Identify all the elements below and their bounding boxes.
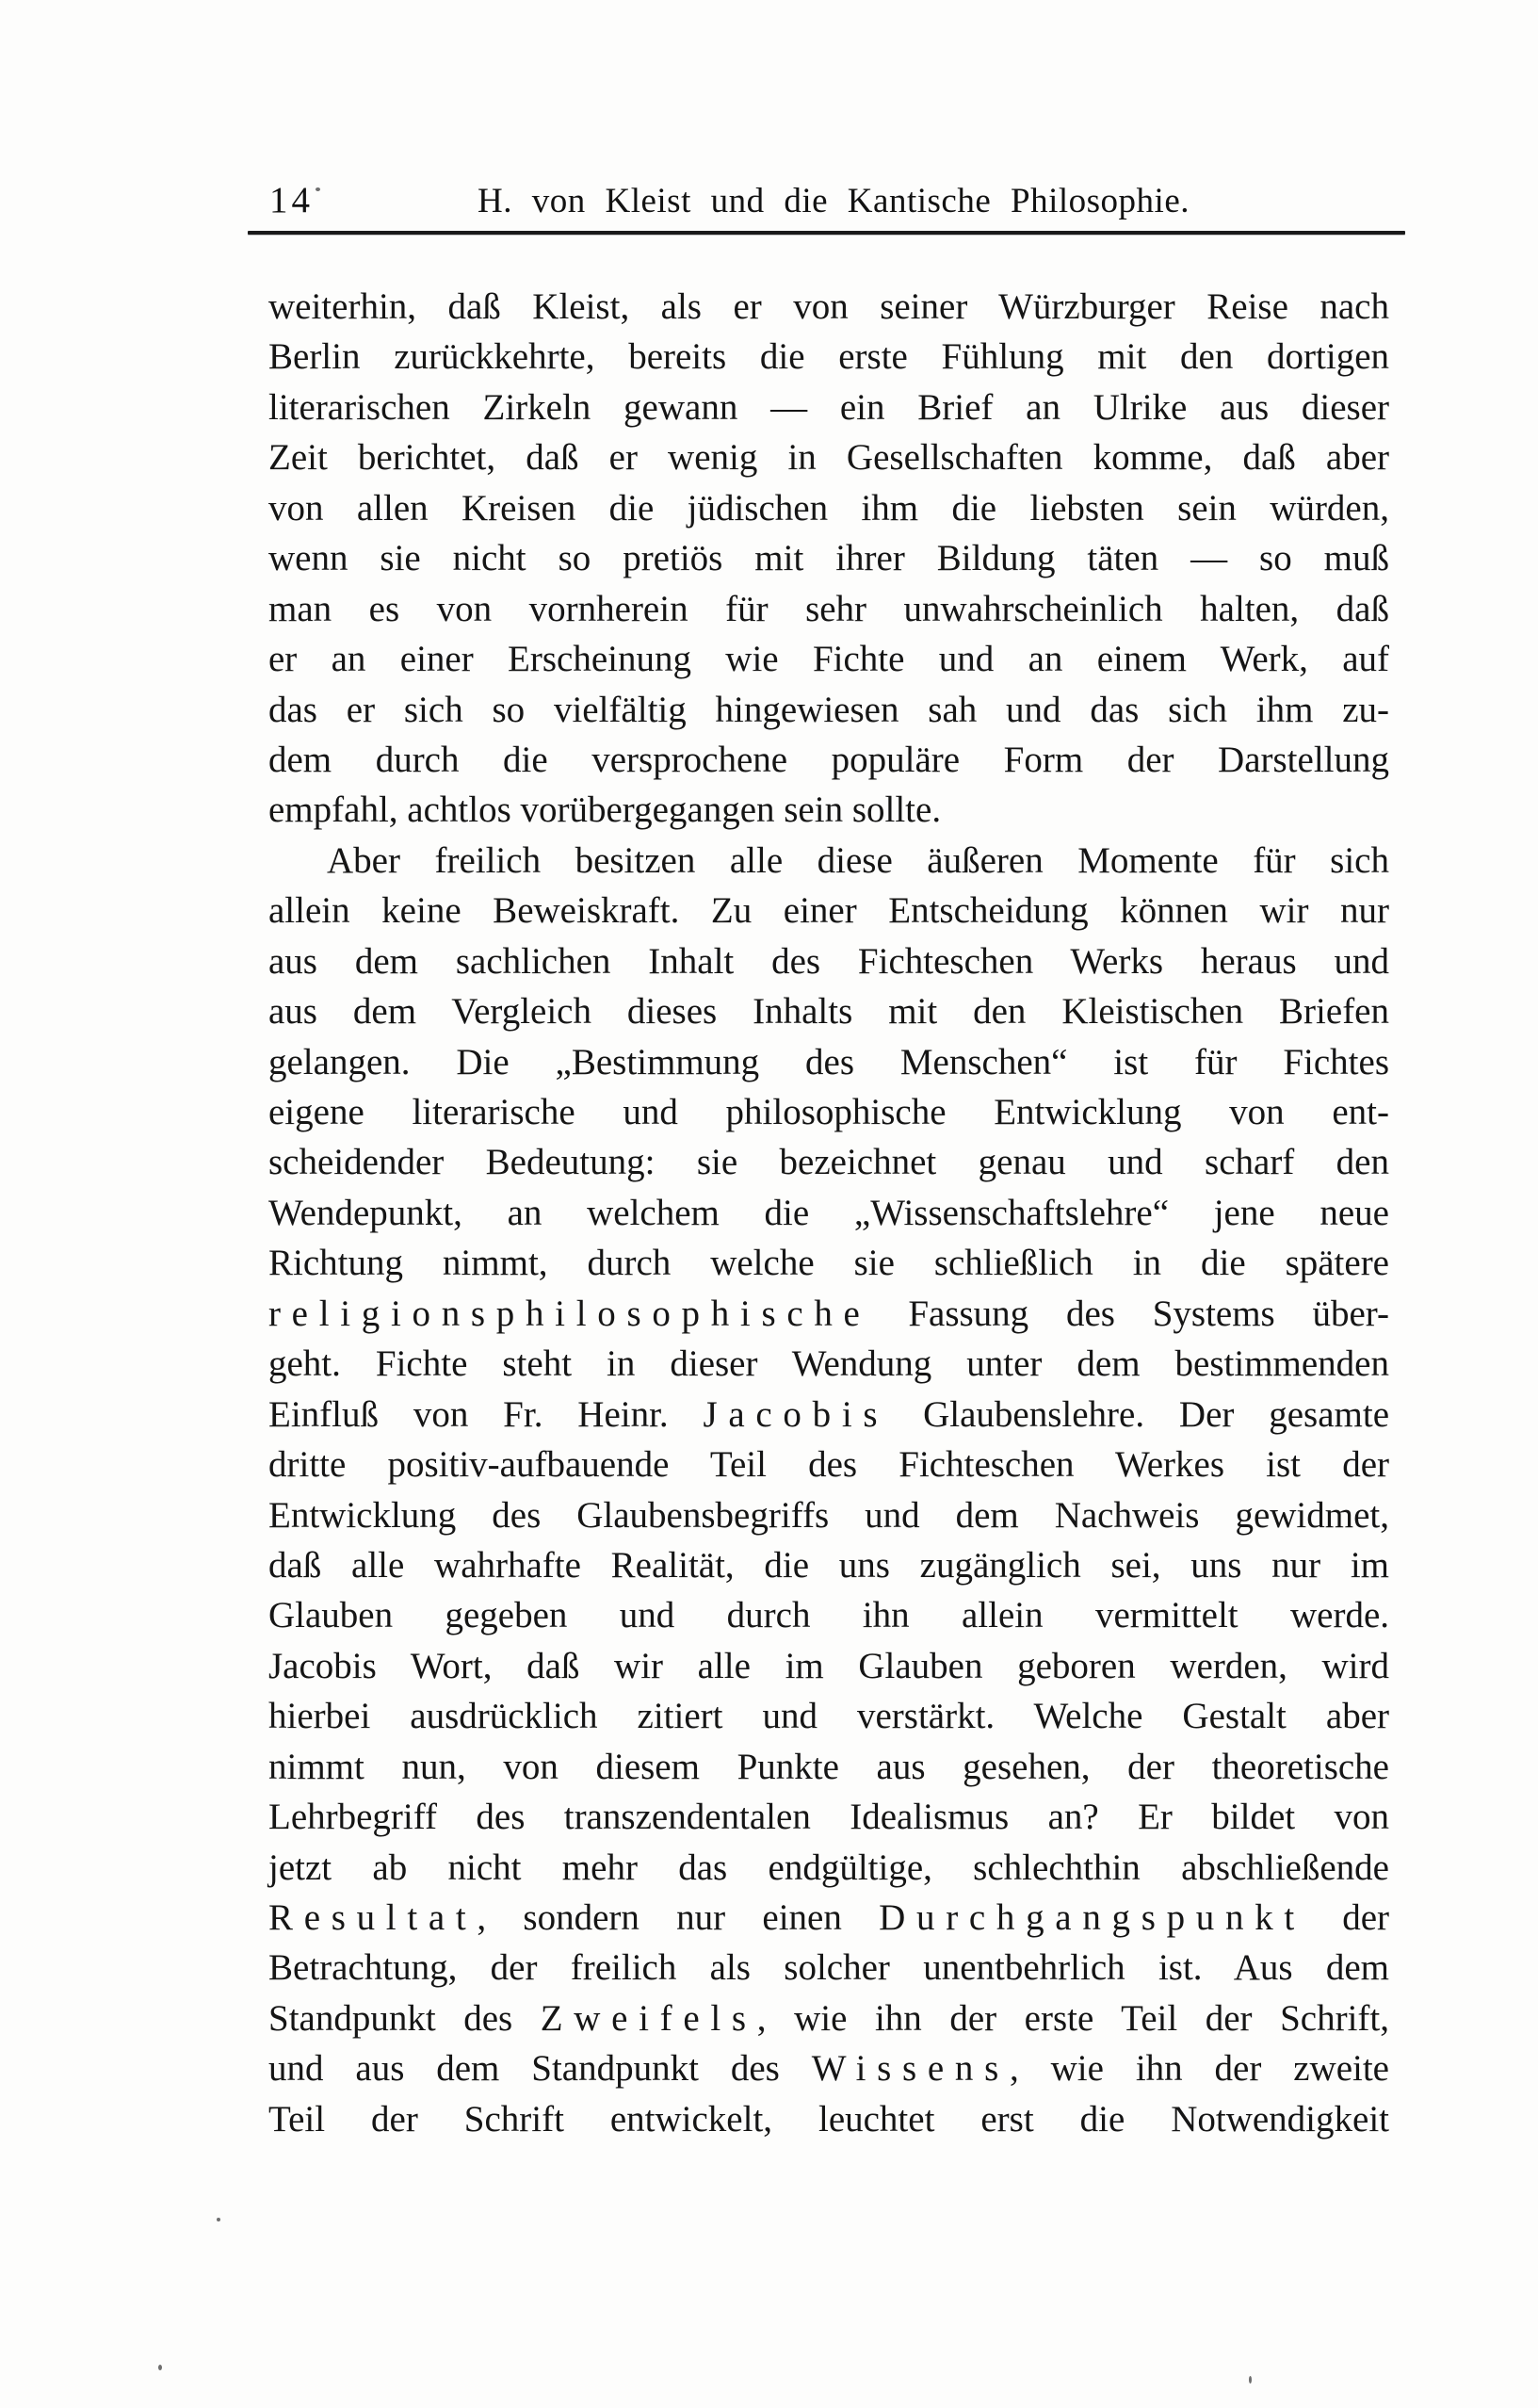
- text-line: [268, 1390, 1389, 1440]
- text-segment: Lehrbegriff des transzendentalen Idealismus an? Er bildet von: [268, 1797, 1389, 1838]
- text-segment: dritte positiv-aufbauende Teil des Fichteschen Werkes ist der: [268, 1444, 1389, 1486]
- text-segment: von allen Kreisen die jüdischen ihm die liebsten sein würden,: [268, 487, 1389, 529]
- text-segment: Betrachtung, der freilich als solcher unentbehrlich ist. Aus dem: [268, 1947, 1389, 1989]
- text-line: [268, 1087, 1389, 1137]
- text-line: [268, 332, 1389, 382]
- text-segment: Berlin zurückkehrte, bereits die erste Fühlung mit den dortigen: [268, 336, 1389, 378]
- text-segment: , wie ihn der zweite: [1010, 2048, 1389, 2090]
- text-segment: , wie ihn der erste Teil der Schrift,: [756, 1997, 1389, 2039]
- header-rule: [248, 231, 1405, 235]
- text-line: [268, 1037, 1389, 1087]
- text-segment: empfahl, achtlos vorübergegangen sein sollte.: [268, 789, 942, 831]
- text-segment: Zeit berichtet, daß er wenig in Gesellschaften komme, daß aber: [268, 437, 1389, 479]
- text-line: [268, 1691, 1389, 1741]
- text-line: [268, 1641, 1389, 1691]
- text-line: [268, 1137, 1389, 1187]
- scan-speck: [217, 2218, 220, 2221]
- text-line: [268, 1339, 1389, 1389]
- running-title: H. von Kleist und die Kantische Philosophie.: [478, 182, 1190, 220]
- text-segment: eigene literarische und philosophische Entwicklung von ent-: [268, 1092, 1389, 1132]
- text-segment: er an einer Erscheinung wie Fichte und an einem Werk, auf: [268, 639, 1389, 680]
- text-line: [268, 584, 1389, 634]
- text-line: [268, 1993, 1389, 2043]
- text-line: [268, 1843, 1389, 1893]
- text-segment: Jacobis Wort, daß wir alle im Glauben geboren werden, wird: [268, 1645, 1389, 1686]
- text-line: [268, 483, 1389, 533]
- text-segment: hierbei ausdrücklich zitiert und verstärkt. Welche Gestalt aber: [268, 1696, 1389, 1737]
- text-segment: wenn sie nicht so pretiös mit ihrer Bildung täten — so muß: [268, 538, 1389, 579]
- emphasized-text-segment: Durchgangspunkt: [879, 1897, 1305, 1938]
- text-segment: jetzt ab nicht mehr das endgültige, schlechthin abschließende: [268, 1847, 1389, 1888]
- text-line: [268, 2043, 1389, 2093]
- text-line: [268, 1490, 1389, 1540]
- text-segment: , sondern nur einen: [477, 1897, 880, 1938]
- text-segment: Entwicklung des Glaubensbegriffs und dem Nachweis gewidmet,: [268, 1494, 1389, 1536]
- text-segment: aus dem Vergleich dieses Inhalts mit den Kleistischen Briefen: [268, 991, 1389, 1033]
- text-line: [268, 2094, 1389, 2144]
- text-segment: weiterhin, daß Kleist, als er von seiner Würzburger Reise nach: [268, 286, 1389, 327]
- text-line: [268, 1540, 1389, 1590]
- text-line: [268, 735, 1389, 785]
- text-line: [268, 936, 1389, 986]
- text-segment: nimmt nun, von diesem Punkte aus gesehen, der theoretische: [268, 1746, 1389, 1787]
- text-segment: gelangen. Die „Bestimmung des Menschen“ ist für Fichtes: [268, 1041, 1389, 1082]
- text-line: [268, 282, 1389, 332]
- text-line: [268, 1440, 1389, 1489]
- text-line: [268, 785, 1389, 835]
- text-line: [268, 1792, 1389, 1842]
- text-line: [268, 533, 1389, 583]
- text-line: [268, 1238, 1389, 1288]
- text-segment: der: [1304, 1897, 1389, 1938]
- text-line: [268, 886, 1389, 936]
- page-text: [268, 282, 1389, 2144]
- emphasized-text-segment: Resultat: [268, 1897, 478, 1938]
- scan-speck: [316, 187, 320, 191]
- text-segment: Aber freilich besitzen alle diese äußeren Momente für sich: [327, 839, 1389, 881]
- text-segment: dem durch die versprochene populäre Form der Darstellung: [268, 739, 1389, 780]
- text-segment: scheidender Bedeutung: sie bezeichnet genau und scharf den: [268, 1142, 1389, 1183]
- text-segment: Standpunkt des: [268, 1997, 541, 2039]
- text-segment: das er sich so vielfältig hingewiesen sah und das sich ihm zu-: [268, 689, 1389, 730]
- text-segment: Glaubenslehre. Der gesamte: [888, 1393, 1390, 1435]
- text-segment: man es von vornherein für sehr unwahrscheinlich halten, daß: [268, 588, 1389, 629]
- scan-speck: [1249, 2376, 1252, 2384]
- text-segment: daß alle wahrhafte Realität, die uns zugänglich sei, uns nur im: [268, 1544, 1389, 1586]
- text-segment: Glauben gegeben und durch ihn allein vermittelt werde.: [268, 1595, 1389, 1636]
- text-segment: Wendepunkt, an welchem die „Wissenschaftslehre“ jene neue: [268, 1192, 1389, 1233]
- emphasized-text-segment: Zweifels: [540, 1997, 757, 2039]
- text-segment: aus dem sachlichen Inhalt des Fichteschen Werks heraus und: [268, 940, 1389, 982]
- page-number: 14: [269, 180, 314, 220]
- text-line: [268, 1289, 1389, 1339]
- text-line: [268, 1943, 1389, 1993]
- emphasized-text-segment: Jacobis: [703, 1393, 889, 1435]
- emphasized-text-segment: religionsphilosophische: [268, 1293, 871, 1334]
- text-segment: literarischen Zirkeln gewann — ein Brief an Ulrike aus dieser: [268, 386, 1389, 428]
- text-line: [268, 836, 1389, 886]
- text-line: [268, 986, 1389, 1036]
- text-line: [268, 1590, 1389, 1640]
- text-line: [268, 685, 1389, 735]
- text-segment: allein keine Beweiskraft. Zu einer Entscheidung können wir nur: [268, 890, 1389, 932]
- text-segment: Richtung nimmt, durch welche sie schließlich in die spätere: [268, 1243, 1389, 1284]
- text-segment: und aus dem Standpunkt des: [268, 2048, 812, 2090]
- text-segment: geht. Fichte steht in dieser Wendung unter dem bestimmenden: [268, 1343, 1389, 1385]
- text-line: [268, 432, 1389, 482]
- text-line: [268, 1893, 1389, 1943]
- scan-speck: [158, 2365, 162, 2370]
- text-segment: Einfluß von Fr. Heinr.: [268, 1393, 704, 1435]
- text-line: [268, 634, 1389, 684]
- text-line: [268, 382, 1389, 432]
- text-line: [268, 1742, 1389, 1792]
- text-segment: Fassung des Systems über-: [870, 1293, 1389, 1334]
- emphasized-text-segment: Wissens: [811, 2048, 1011, 2090]
- text-line: [268, 1188, 1389, 1238]
- text-segment: Teil der Schrift entwickelt, leuchtet erst die Notwendigkeit: [268, 2098, 1389, 2140]
